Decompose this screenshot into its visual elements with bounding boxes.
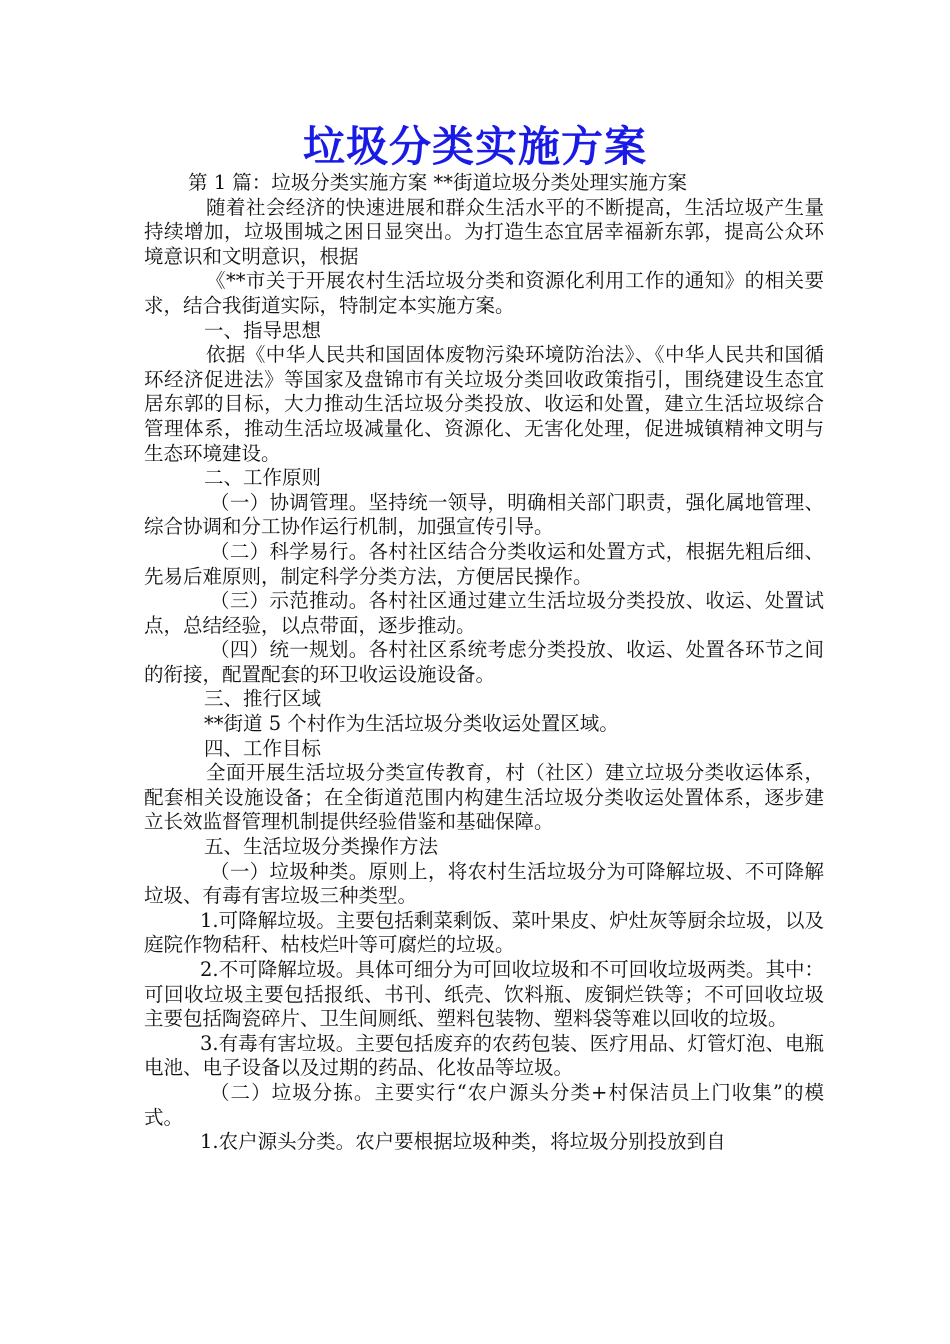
paragraph: 依据《中华人民共和国固体废物污染环境防治法》、《中华人民共和国循环经济促进法》等国家及盘锦市有关垃圾分类回收政策指引，围绕建设生态宜居东郭的目标，大力推动生活垃圾分类投放、收运和处置，建立生活垃圾综合管理体系，推动生活垃圾减量化、资源化、无害化处理，促进城镇精神文明与生态环境建设。 (144, 343, 824, 465)
paragraph: 1.可降解垃圾。主要包括剩菜剩饭、菜叶果皮、炉灶灰等厨余垃圾，以及庭院作物秸秆、枯枝烂叶等可腐烂的垃圾。 (144, 908, 824, 957)
paragraph: 二、工作原则 (204, 466, 322, 490)
paragraph: （三）示范推动。各村社区通过建立生活垃圾分类投放、收运、处置试点，总结经验，以点带面，逐步推动。 (144, 589, 824, 637)
document-body (144, 171, 824, 1155)
paragraph: 《**市关于开展农村生活垃圾分类和资源化利用工作的通知》的相关要求，结合我街道实际，特制定本实施方案。 (144, 269, 824, 317)
paragraph: 三、推行区域 (204, 687, 322, 711)
paragraph: （二）科学易行。各村社区结合分类收运和处置方式，根据先粗后细、先易后难原则，制定科学分类方法，方便居民操作。 (144, 539, 824, 588)
paragraph: 3.有毒有害垃圾。主要包括废弃的农药包装、医疗用品、灯管灯泡、电瓶电池、电子设备以及过期的药品、化妆品等垃圾。 (144, 1031, 824, 1080)
document-title: 垃圾分类实施方案 (302, 122, 647, 171)
paragraph: （二）垃圾分拣。主要实行“农户源头分类+村保洁员上门收集”的模式。 (144, 1080, 824, 1129)
paragraph: （一）协调管理。坚持统一领导，明确相关部门职责，强化属地管理、综合协调和分工协作运行机制，加强宣传引导。 (144, 490, 824, 539)
paragraph: 全面开展生活垃圾分类宣传教育，村（社区）建立垃圾分类收运体系，配套相关设施设备；在全街道范围内构建生活垃圾分类收运处置体系，逐步建立长效监督管理机制提供经验借鉴和基础保障。 (144, 761, 824, 834)
paragraph: 一、指导思想 (204, 318, 322, 342)
paragraph: （四）统一规划。各村社区系统考虑分类投放、收运、处置各环节之间的衔接，配置配套的环卫收运设施设备。 (144, 638, 824, 686)
paragraph: 2.不可降解垃圾。具体可细分为可回收垃圾和不可回收垃圾两类。其中：可回收垃圾主要包括报纸、书刊、纸壳、饮料瓶、废铜烂铁等；不可回收垃圾主要包括陶瓷碎片、卫生间厕纸、塑料包装物、塑料袋等难以回收的垃圾。 (144, 958, 824, 1031)
paragraph: （一）垃圾种类。原则上，将农村生活垃圾分为可降解垃圾、不可降解垃圾、有毒有害垃圾三种类型。 (144, 859, 824, 908)
paragraph: 五、生活垃圾分类操作方法 (204, 835, 439, 859)
paragraph: 四、工作目标 (204, 736, 322, 760)
paragraph: 第 1 篇：垃圾分类实施方案 **街道垃圾分类处理实施方案 (188, 171, 688, 194)
paragraph: 1.农户源头分类。农户要根据垃圾种类，将垃圾分别投放到自 (200, 1130, 726, 1154)
paragraph: **街道 5 个村作为生活垃圾分类收运处置区域。 (204, 712, 619, 736)
paragraph: 随着社会经济的快速进展和群众生活水平的不断提高，生活垃圾产生量持续增加，垃圾围城之困日显突出。为打造生态宜居幸福新东郭，提高公众环境意识和文明意识，根据 (144, 195, 824, 268)
